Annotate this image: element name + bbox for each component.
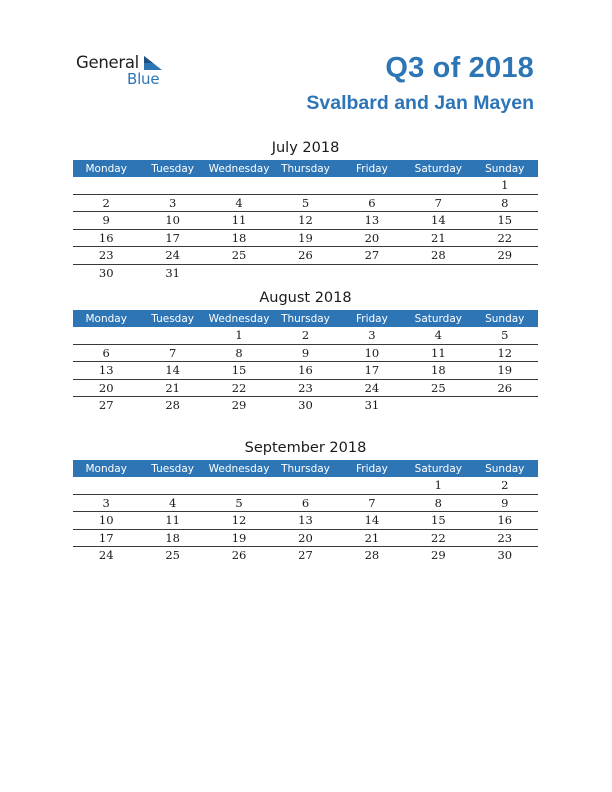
week-row bbox=[73, 344, 538, 362]
month-title: July 2018 bbox=[271, 140, 340, 156]
month-calendar-august bbox=[73, 288, 538, 414]
day-cell: 5 bbox=[472, 327, 538, 344]
day-cell bbox=[339, 477, 405, 494]
weekday-header: Friday bbox=[339, 460, 405, 477]
week-row bbox=[73, 547, 538, 564]
week-row bbox=[73, 397, 538, 414]
day-cell bbox=[405, 177, 471, 194]
day-cell: 28 bbox=[364, 548, 380, 563]
day-cell: 2 bbox=[73, 194, 139, 212]
day-cell: 20 bbox=[272, 529, 338, 547]
day-cell: 11 bbox=[139, 512, 205, 530]
weekday-header: Monday bbox=[73, 460, 139, 477]
day-cell bbox=[206, 264, 272, 281]
day-cell: 20 bbox=[73, 379, 139, 397]
weekday-header: Wednesday bbox=[206, 310, 272, 327]
day-cell: 27 bbox=[339, 247, 405, 265]
day-cell: 14 bbox=[405, 212, 471, 230]
day-cell: 19 bbox=[272, 229, 338, 247]
day-cell: 23 bbox=[472, 529, 538, 547]
day-cell: 6 bbox=[339, 194, 405, 212]
week-row bbox=[73, 327, 538, 344]
day-cell: 8 bbox=[206, 344, 272, 362]
weekday-header: Sunday bbox=[472, 310, 538, 327]
day-cell bbox=[339, 177, 405, 194]
day-cell: 1 bbox=[405, 477, 471, 494]
weekday-header: Monday bbox=[73, 160, 139, 177]
day-cell: 12 bbox=[206, 512, 272, 530]
day-cell: 2 bbox=[472, 477, 538, 494]
day-cell: 24 bbox=[339, 379, 405, 397]
day-cell bbox=[73, 477, 139, 494]
day-cell: 9 bbox=[472, 494, 538, 512]
day-cell: 18 bbox=[405, 362, 471, 380]
weekday-header: Wednesday bbox=[206, 160, 272, 177]
day-cell: 14 bbox=[139, 362, 205, 380]
weekday-header: Wednesday bbox=[206, 460, 272, 477]
day-cell: 16 bbox=[472, 512, 538, 530]
page-title: Q3 of 2018 bbox=[385, 52, 534, 84]
day-cell: 4 bbox=[139, 494, 205, 512]
day-cell: 29 bbox=[431, 548, 446, 563]
weekday-header: Saturday bbox=[405, 460, 471, 477]
day-cell bbox=[405, 264, 471, 281]
day-cell: 18 bbox=[206, 229, 272, 247]
day-cell: 26 bbox=[272, 247, 338, 265]
day-cell: 2 bbox=[272, 327, 338, 344]
day-cell: 21 bbox=[405, 229, 471, 247]
day-cell: 31 bbox=[165, 265, 180, 280]
month-title: August 2018 bbox=[259, 290, 352, 306]
week-row bbox=[73, 379, 538, 397]
day-cell: 15 bbox=[206, 362, 272, 380]
day-cell bbox=[206, 477, 272, 494]
day-cell: 22 bbox=[206, 379, 272, 397]
day-cell: 16 bbox=[272, 362, 338, 380]
weekday-header: Tuesday bbox=[139, 310, 205, 327]
week-row bbox=[73, 229, 538, 247]
day-cell: 29 bbox=[472, 247, 538, 265]
week-row bbox=[73, 247, 538, 265]
day-cell: 22 bbox=[405, 529, 471, 547]
day-cell bbox=[139, 177, 205, 194]
day-cell bbox=[73, 327, 139, 344]
day-cell: 16 bbox=[73, 229, 139, 247]
day-cell bbox=[139, 327, 205, 344]
day-cell bbox=[272, 477, 338, 494]
weekday-header: Thursday bbox=[272, 160, 338, 177]
day-cell: 1 bbox=[206, 327, 272, 344]
day-cell: 13 bbox=[73, 362, 139, 380]
day-cell: 10 bbox=[139, 212, 205, 230]
day-cell: 3 bbox=[339, 327, 405, 344]
day-cell: 15 bbox=[405, 512, 471, 530]
day-cell bbox=[73, 177, 139, 194]
day-cell bbox=[206, 177, 272, 194]
day-cell: 10 bbox=[73, 512, 139, 530]
day-cell bbox=[405, 397, 471, 414]
day-cell: 7 bbox=[405, 194, 471, 212]
day-cell: 13 bbox=[339, 212, 405, 230]
logo-triangle-icon bbox=[142, 55, 164, 71]
day-cell bbox=[139, 477, 205, 494]
day-cell: 20 bbox=[339, 229, 405, 247]
day-cell: 7 bbox=[139, 344, 205, 362]
day-cell: 17 bbox=[73, 529, 139, 547]
week-row bbox=[73, 212, 538, 230]
weekday-header: Thursday bbox=[272, 310, 338, 327]
day-cell: 24 bbox=[98, 548, 114, 563]
day-cell: 22 bbox=[472, 229, 538, 247]
day-cell: 8 bbox=[405, 494, 471, 512]
day-cell: 31 bbox=[364, 398, 380, 413]
day-cell: 19 bbox=[472, 362, 538, 380]
week-row bbox=[73, 264, 538, 281]
day-cell: 11 bbox=[405, 344, 471, 362]
day-cell: 1 bbox=[472, 177, 538, 194]
weekday-header: Tuesday bbox=[139, 160, 205, 177]
day-cell: 15 bbox=[472, 212, 538, 230]
logo-text-general: General bbox=[76, 53, 139, 72]
week-row bbox=[73, 529, 538, 547]
day-cell: 14 bbox=[339, 512, 405, 530]
day-cell bbox=[272, 177, 338, 194]
day-cell: 12 bbox=[272, 212, 338, 230]
weekday-header: Thursday bbox=[272, 460, 338, 477]
day-cell: 19 bbox=[206, 529, 272, 547]
day-cell: 26 bbox=[472, 379, 538, 397]
day-cell: 30 bbox=[497, 548, 513, 563]
day-cell: 25 bbox=[405, 379, 471, 397]
day-cell: 28 bbox=[165, 398, 180, 413]
calendar-table bbox=[73, 160, 538, 281]
day-cell: 27 bbox=[98, 398, 114, 413]
day-cell: 24 bbox=[139, 247, 205, 265]
month-calendar-july bbox=[73, 138, 538, 281]
day-cell: 5 bbox=[272, 194, 338, 212]
day-cell: 12 bbox=[472, 344, 538, 362]
day-cell: 30 bbox=[298, 398, 313, 413]
weekday-header: Saturday bbox=[405, 310, 471, 327]
logo-text-blue: Blue bbox=[127, 70, 160, 88]
weekday-header: Tuesday bbox=[139, 460, 205, 477]
week-row bbox=[73, 194, 538, 212]
day-cell: 7 bbox=[339, 494, 405, 512]
weekday-header: Sunday bbox=[472, 160, 538, 177]
day-cell: 9 bbox=[272, 344, 338, 362]
day-cell: 30 bbox=[98, 265, 114, 280]
weekday-header: Saturday bbox=[405, 160, 471, 177]
generalblue-logo bbox=[76, 53, 176, 89]
day-cell: 8 bbox=[472, 194, 538, 212]
day-cell: 4 bbox=[206, 194, 272, 212]
week-row bbox=[73, 177, 538, 194]
calendar-table bbox=[73, 310, 538, 414]
day-cell: 4 bbox=[405, 327, 471, 344]
day-cell: 23 bbox=[272, 379, 338, 397]
day-cell: 17 bbox=[139, 229, 205, 247]
weekday-header: Friday bbox=[339, 310, 405, 327]
day-cell: 13 bbox=[272, 512, 338, 530]
day-cell bbox=[272, 264, 338, 281]
day-cell: 6 bbox=[272, 494, 338, 512]
day-cell: 27 bbox=[298, 548, 313, 563]
day-cell bbox=[472, 264, 538, 281]
day-cell: 10 bbox=[339, 344, 405, 362]
day-cell: 25 bbox=[165, 548, 180, 563]
day-cell: 11 bbox=[206, 212, 272, 230]
month-title: September 2018 bbox=[244, 440, 367, 456]
week-row bbox=[73, 512, 538, 530]
week-row bbox=[73, 477, 538, 494]
week-row bbox=[73, 494, 538, 512]
weekday-header: Monday bbox=[73, 310, 139, 327]
day-cell: 3 bbox=[139, 194, 205, 212]
day-cell: 21 bbox=[339, 529, 405, 547]
day-cell: 26 bbox=[231, 548, 247, 563]
day-cell bbox=[339, 264, 405, 281]
weekday-header: Friday bbox=[339, 160, 405, 177]
day-cell bbox=[472, 397, 538, 414]
day-cell: 17 bbox=[339, 362, 405, 380]
day-cell: 29 bbox=[231, 398, 247, 413]
day-cell: 25 bbox=[206, 247, 272, 265]
weekday-header: Sunday bbox=[472, 460, 538, 477]
month-calendar-september bbox=[73, 438, 538, 564]
day-cell: 6 bbox=[73, 344, 139, 362]
day-cell: 28 bbox=[405, 247, 471, 265]
week-row bbox=[73, 362, 538, 380]
day-cell: 9 bbox=[73, 212, 139, 230]
day-cell: 5 bbox=[206, 494, 272, 512]
day-cell: 3 bbox=[73, 494, 139, 512]
day-cell: 21 bbox=[139, 379, 205, 397]
page-subtitle: Svalbard and Jan Mayen bbox=[306, 92, 534, 114]
day-cell: 18 bbox=[139, 529, 205, 547]
calendar-table bbox=[73, 460, 538, 564]
day-cell: 23 bbox=[73, 247, 139, 265]
